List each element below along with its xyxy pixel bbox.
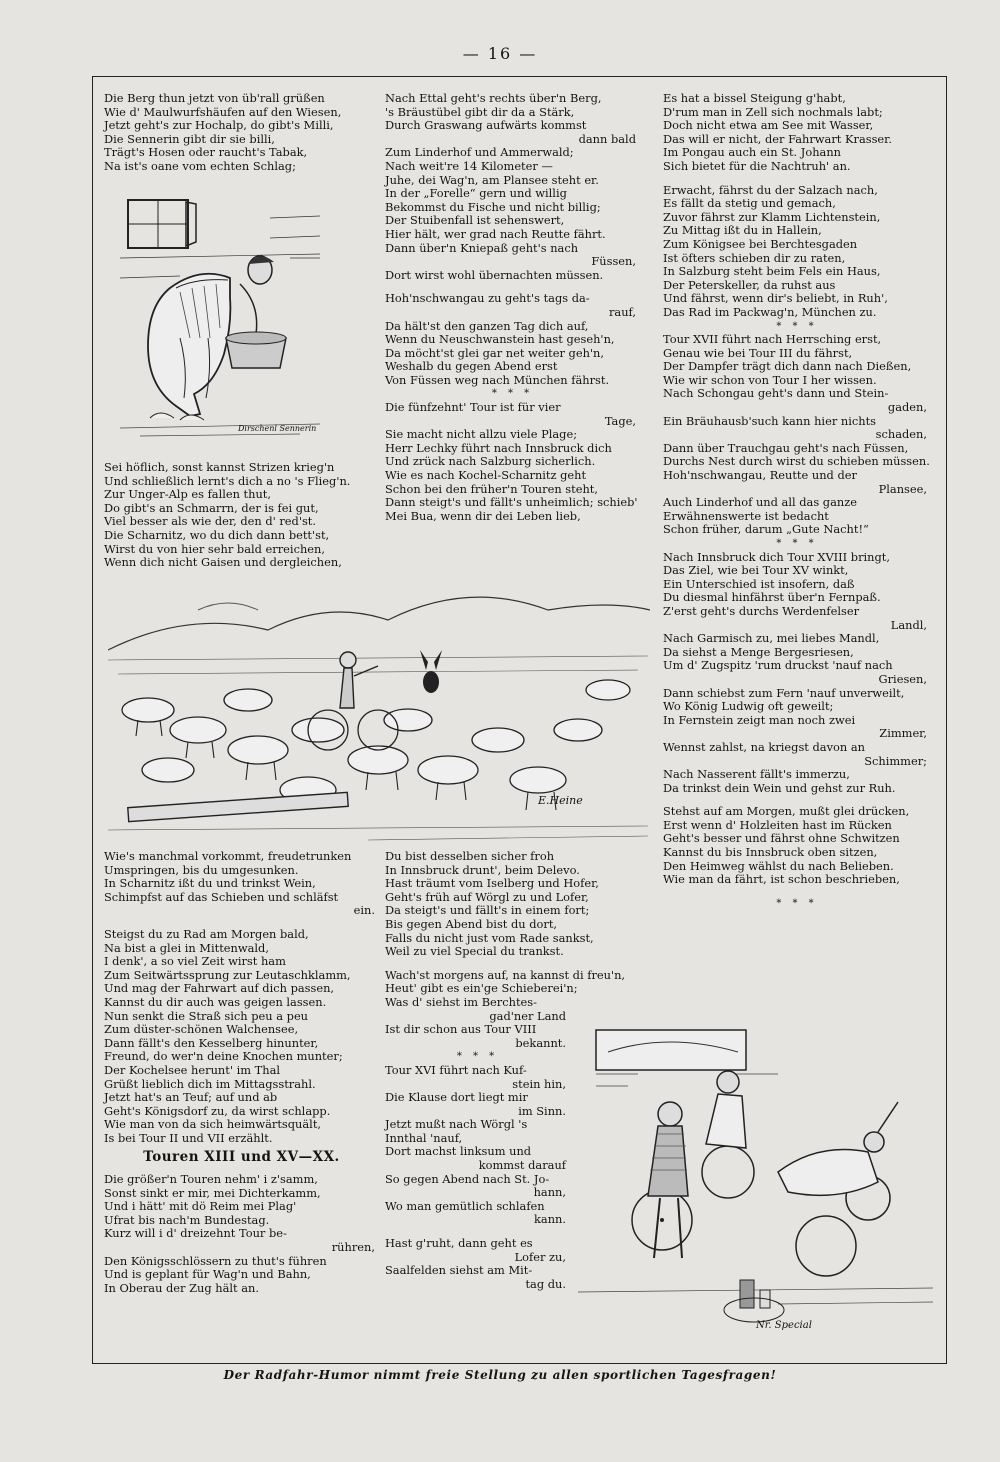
verse-line: rühren,: [331, 1240, 375, 1255]
verse-line: Dann fällt's den Kesselberg hinunter,: [104, 1035, 319, 1050]
verse-line: Und is geplant für Wag'n und Bahn,: [104, 1267, 311, 1282]
verse-line: Sonst sinkt er mir, mei Dichterkamm,: [104, 1185, 321, 1200]
verse-line: Und schließlich lernt's dich a no 's Flieg'n.: [104, 473, 351, 488]
verse-line: Erst wenn d' Holzleiten hast im Rücken: [663, 817, 892, 832]
verse-line: Innthal 'nauf,: [385, 1130, 463, 1145]
page-number: — 16 —: [462, 44, 538, 63]
verse-line: In Oberau der Zug hält an.: [104, 1280, 259, 1295]
column-1-bottom: [104, 850, 379, 1295]
verse-line: Wie wir schon von Tour I her wissen.: [663, 372, 877, 387]
verse-line: * * *: [456, 1051, 499, 1063]
verse-line: Umspringen, bis du umgesunken.: [104, 862, 299, 877]
goats-illustration: [108, 590, 650, 848]
verse-line: Genau wie bei Tour III du fährst,: [663, 345, 853, 360]
column-2-top: [385, 92, 640, 523]
verse-line: Im Pongau auch ein St. Johann: [663, 145, 842, 160]
verse-line: Du diesmal hinfährst über'n Fernpaß.: [663, 590, 881, 605]
verse-line: Jetzt mußt nach Wörgl 's: [385, 1117, 528, 1132]
verse-line: Trägt's Hosen oder raucht's Tabak,: [104, 145, 308, 160]
verse-line: Füssen,: [591, 254, 636, 269]
verse-line: Nach Nasserent fällt's immerzu,: [663, 767, 850, 782]
verse-line: Wirst du von hier sehr bald erreichen,: [104, 541, 325, 556]
verse-line: * * *: [776, 538, 818, 549]
verse-line: Da trinkst dein Wein und gehst zur Ruh.: [663, 780, 896, 795]
footer-slogan: Der Radfahr-Humor nimmt freie Stellung zu allen sportlichen Tagesfragen!: [223, 1368, 777, 1382]
verse-line: Tour XVII führt nach Herrsching erst,: [663, 332, 882, 347]
verse-line: Kurz will i d' dreizehnt Tour be-: [104, 1226, 287, 1241]
verse-line: * * *: [776, 897, 818, 909]
verse-line: [663, 887, 931, 897]
verse-line: Tage,: [604, 413, 636, 428]
verse-line: Von Füssen weg nach München fährst.: [385, 372, 610, 387]
column-1-middle: [104, 461, 374, 570]
verse-line: Die Scharnitz, wo du dich dann bett'st,: [104, 527, 330, 542]
verse-line: Grüßt lieblich dich im Mittagsstrahl.: [104, 1076, 316, 1091]
verse-line: Zum Linderhof und Ammerwald;: [385, 145, 574, 160]
verse-line: Geht's Königsdorf zu, da wirst schlapp.: [104, 1103, 331, 1118]
verse-line: Du bist desselben sicher froh: [385, 849, 555, 863]
verse-line: Zum Seitwärtssprung zur Leutaschklamm,: [104, 967, 351, 982]
verse-line: Freund, do wer'n deine Knochen munter;: [104, 1049, 343, 1064]
verse-line: Schimmer;: [864, 753, 927, 768]
verse-line: Nach Ettal geht's rechts über'n Berg,: [385, 91, 602, 105]
verse-line: im Sinn.: [518, 1103, 566, 1118]
verse-line: Wie's manchmal vorkommt, freudetrunken: [104, 849, 352, 863]
verse-line: In der „Forelle“ gern und willig: [385, 186, 567, 201]
verse-line: Hast g'ruht, dann geht es: [385, 1236, 533, 1251]
verse-line: Der Dampfer trägt dich dann nach Dießen,: [663, 359, 912, 374]
verse-line: In Scharnitz ißt du und trinkst Wein,: [104, 876, 316, 891]
verse-line: Was d' siehst im Berchtes-: [385, 994, 537, 1009]
verse-line: Da hält'st den ganzen Tag dich auf,: [385, 318, 589, 333]
verse-line: 's Bräustübel gibt dir da a Stärk,: [385, 104, 575, 119]
verse-line: Herr Lechky führt nach Innsbruck dich: [385, 440, 612, 455]
verse-line: Griesen,: [878, 671, 927, 686]
verse-line: kann.: [534, 1212, 566, 1227]
verse-line: Auch Linderhof und all das ganze: [663, 495, 857, 510]
verse-line: Weshalb du gegen Abend erst: [385, 359, 558, 374]
verse-line: gaden,: [887, 400, 927, 415]
verse-line: Tour XVI führt nach Kuf-: [385, 1062, 527, 1077]
column-3-top: [663, 92, 931, 910]
verse-line: Die Berg thun jetzt von üb'rall grüßen: [104, 91, 325, 105]
column-1-top: [104, 92, 374, 174]
verse-line: Ist dir schon aus Tour VIII: [385, 1022, 537, 1037]
sennerin-caption: Dirschenl Sennerin: [238, 424, 317, 433]
verse-line: Weil zu viel Special du trankst.: [385, 944, 564, 959]
verse-line: hann,: [533, 1185, 566, 1200]
verse-line: Da möcht'st glei gar net weiter geh'n,: [385, 345, 605, 360]
verse-line: Heut' gibt es ein'ge Schieberei'n;: [385, 981, 578, 996]
verse-line: Der Stuibenfall ist sehenswert,: [385, 213, 565, 228]
verse-line: Wo König Ludwig oft geweilt;: [663, 699, 834, 714]
verse-line: Ein Unterschied ist insofern, daß: [663, 576, 855, 591]
verse-line: Dann steigt's und fällt's unheimlich; schieb': [385, 495, 638, 510]
column-2-bottom: [385, 849, 626, 1291]
verse-line: Plansee,: [878, 481, 927, 496]
verse-line: Zu Mittag ißt du in Hallein,: [663, 223, 822, 238]
verse-line: Zum Königsee bei Berchtesgaden: [663, 236, 858, 251]
verse-line: Durchs Nest durch wirst du schieben müssen.: [663, 454, 930, 469]
verse-line: Sich bietet für die Nachtruh' an.: [663, 158, 851, 173]
verse-line: Wie es nach Kochel-Scharnitz geht: [385, 468, 587, 483]
column-1-bottom-lines: [104, 850, 379, 1145]
verse-line: Bis gegen Abend bist du dort,: [385, 916, 558, 931]
verse-line: Kannst du dir auch was geigen lassen.: [104, 994, 327, 1009]
verse-line: * * *: [776, 320, 818, 332]
verse-line: Den Heimweg wählst du nach Belieben.: [663, 858, 894, 873]
verse-line: Zur Unger-Alp es fallen thut,: [104, 487, 272, 502]
verse-line: Juhe, dei Wag'n, am Plansee steht er.: [385, 172, 599, 187]
verse-line: Die fünfzehnt' Tour ist für vier: [385, 400, 561, 415]
verse-line: Zuvor fährst zur Klamm Lichtenstein,: [663, 209, 881, 224]
verse-line: Schon früher, darum „Gute Nacht!“: [663, 522, 869, 537]
verse-line: ein.: [353, 903, 375, 918]
verse-line: Hast träumt vom Iselberg und Hofer,: [385, 876, 599, 891]
tours-heading: Touren XIII und XV—XX.: [143, 1149, 340, 1166]
verse-line: Lofer zu,: [514, 1249, 566, 1264]
verse-line: Stehst auf am Morgen, mußt glei drücken,: [663, 804, 910, 819]
verse-line: gad'ner Land: [489, 1008, 566, 1023]
verse-line: Sei höflich, sonst kannst Strizen krieg'n: [104, 460, 335, 474]
verse-line: Doch nicht etwa am See mit Wasser,: [663, 118, 874, 133]
verse-line: Zimmer,: [879, 726, 927, 741]
verse-line: Geht's früh auf Wörgl zu und Lofer,: [385, 889, 589, 904]
verse-line: Wie man von da sich heimwärtsquält,: [104, 1117, 322, 1132]
verse-line: Der Peterskeller, da ruhst aus: [663, 277, 836, 292]
verse-line: Dort wirst wohl übernachten müssen.: [385, 267, 604, 282]
verse-line: Hier hält, wer grad nach Reutte fährt.: [385, 226, 606, 241]
verse-line: Ist öfters schieben dir zu raten,: [663, 250, 846, 265]
verse-line: Wie d' Maulwurfshäufen auf den Wiesen,: [104, 104, 342, 119]
verse-line: Es fällt da stetig und gemach,: [663, 196, 836, 211]
verse-line: * * *: [491, 388, 534, 400]
verse-line: In Salzburg steht beim Fels ein Haus,: [663, 264, 881, 279]
verse-line: Dann über'n Kniepaß geht's nach: [385, 240, 579, 255]
verse-line: Ufrat bis nach'm Bundestag.: [104, 1212, 270, 1227]
verse-line: Mei Bua, wenn dir dei Leben lieb,: [385, 508, 581, 523]
verse-line: dann bald: [578, 131, 636, 146]
verse-line: Zum düster-schönen Walchensee,: [104, 1022, 299, 1037]
verse-line: In Innsbruck drunt', beim Delevo.: [385, 862, 580, 877]
verse-line: Das Ziel, wie bei Tour XV winkt,: [663, 563, 849, 578]
column-1-end-lines: [104, 1173, 379, 1295]
cyclists-illustration: [578, 1022, 933, 1344]
verse-line: tag du.: [525, 1276, 566, 1291]
verse-line: Und zrück nach Salzburg sicherlich.: [385, 454, 596, 469]
verse-line: Um d' Zugspitz 'rum druckst 'nauf nach: [663, 658, 893, 673]
verse-line: Es hat a bissel Steigung g'habt,: [663, 91, 846, 105]
verse-line: Landl,: [890, 617, 927, 632]
verse-line: bekannt.: [515, 1035, 566, 1050]
verse-line: So gegen Abend nach St. Jo-: [385, 1171, 550, 1186]
sennerin-illustration: [120, 188, 320, 443]
verse-line: Wenn dich nicht Gaisen und dergleichen,: [104, 555, 342, 570]
verse-line: Hoh'nschwangau zu geht's tags da-: [385, 291, 590, 306]
verse-line: Dann über Trauchgau geht's nach Füssen,: [663, 440, 909, 455]
verse-line: Ein Bräuhausb'such kann hier nichts: [663, 413, 876, 428]
verse-line: Na ist's oane vom echten Schlag;: [104, 158, 296, 173]
verse-line: Wie man da fährt, ist schon beschrieben,: [663, 872, 900, 887]
verse-line: Bekommst du Fische und nicht billig;: [385, 199, 601, 214]
verse-line: Nach Innsbruck dich Tour XVIII bringt,: [663, 549, 890, 564]
verse-line: Do gibt's an Schmarrn, der is fei gut,: [104, 500, 319, 515]
verse-line: Schon bei den früher'n Touren steht,: [385, 481, 598, 496]
verse-line: Und fährst, wenn dir's beliebt, in Ruh',: [663, 291, 888, 306]
verse-line: Dann schiebst zum Fern 'nauf unverweilt,: [663, 685, 905, 700]
verse-line: Nun senkt die Straß sich peu a peu: [104, 1008, 309, 1023]
verse-line: Kannst du bis Innsbruck oben sitzen,: [663, 845, 878, 860]
verse-line: In Fernstein zeigt man noch zwei: [663, 712, 856, 727]
verse-line: Z'erst geht's durchs Werdenfelser: [663, 603, 860, 618]
verse-line: Durch Graswang aufwärts kommst: [385, 118, 587, 133]
verse-line: Das will er nicht, der Fahrwart Krasser.: [663, 131, 892, 146]
verse-line: Schimpfst auf das Schieben und schläfst: [104, 889, 339, 904]
verse-line: Und mag der Fahrwart auf dich passen,: [104, 981, 335, 996]
verse-line: Die größer'n Touren nehm' i z'samm,: [104, 1172, 318, 1187]
verse-line: Wennst zahlst, na kriegst davon an: [663, 739, 865, 754]
verse-line: D'rum man in Zell sich nochmals labt;: [663, 104, 883, 119]
verse-line: Jetzt geht's zur Hochalp, do gibt's Milli,: [104, 118, 334, 133]
verse-line: stein hin,: [512, 1076, 566, 1091]
verse-line: Saalfelden siehst am Mit-: [385, 1263, 533, 1278]
verse-line: Nach weit're 14 Kilometer —: [385, 158, 553, 173]
verse-line: Geht's besser und fährst ohne Schwitzen: [663, 831, 900, 846]
verse-line: Viel besser als wie der, den d' red'st.: [104, 514, 317, 529]
verse-line: Erwacht, fährst du der Salzach nach,: [663, 182, 878, 197]
cyclists-caption: Nr. Special: [756, 1320, 812, 1331]
verse-line: Hoh'nschwangau, Reutte und der: [663, 468, 857, 483]
verse-line: Sie macht nicht allzu viele Plage;: [385, 427, 578, 442]
verse-line: Na bist a glei in Mittenwald,: [104, 940, 269, 955]
verse-line: Nach Garmisch zu, mei liebes Mandl,: [663, 631, 880, 646]
goats-signature: E.Heine: [538, 794, 583, 807]
verse-line: Dort machst linksum und: [385, 1144, 532, 1159]
verse-line: Nach Schongau geht's dann und Stein-: [663, 386, 889, 401]
verse-line: Und i hätt' mit dö Reim mei Plag': [104, 1199, 297, 1214]
verse-line: kommst darauf: [478, 1158, 566, 1173]
verse-line: Jetzt hat's an Teuf; auf und ab: [104, 1090, 278, 1105]
verse-line: Da steigt's und fällt's in einem fort;: [385, 903, 590, 918]
verse-line: Wo man gemütlich schlafen: [385, 1198, 545, 1213]
verse-line: Den Königsschlössern zu thut's führen: [104, 1253, 327, 1268]
verse-line: Die Klause dort liegt mir: [385, 1090, 528, 1105]
verse-line: schaden,: [875, 427, 927, 442]
verse-line: Die Sennerin gibt dir sie billi,: [104, 131, 275, 146]
verse-line: Erwähnenswerte ist bedacht: [663, 508, 829, 523]
verse-line: Falls du nicht just vom Rade sankst,: [385, 930, 594, 945]
verse-line: rauf,: [608, 304, 636, 319]
verse-line: Steigst du zu Rad am Morgen bald,: [104, 926, 309, 941]
verse-line: Der Kochelsee herunt' im Thal: [104, 1062, 281, 1077]
verse-line: Das Rad im Packwag'n, München zu.: [663, 304, 877, 319]
verse-line: Wenn du Neuschwanstein hast geseh'n,: [385, 332, 615, 347]
verse-line: Wach'st morgens auf, na kannst di freu'n,: [385, 967, 626, 982]
verse-line: I denk', a so viel Zeit wirst ham: [104, 954, 286, 969]
verse-line: Is bei Tour II und VII erzählt.: [104, 1130, 273, 1145]
verse-line: Da siehst a Menge Bergesriesen,: [663, 644, 854, 659]
